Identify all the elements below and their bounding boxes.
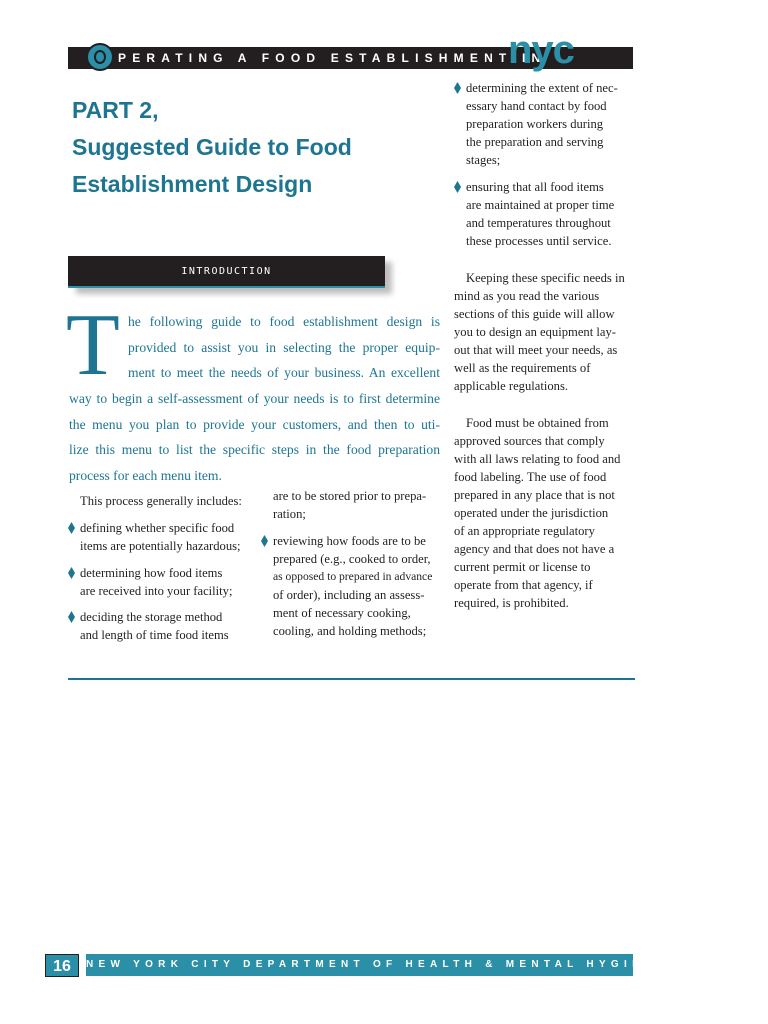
col1-intro: This process generally includes: xyxy=(80,494,242,508)
nyc-logo-text: nyc xyxy=(508,28,574,72)
section-banner: INTRODUCTION xyxy=(68,256,385,288)
title-line-1: PART 2, xyxy=(72,97,159,123)
diamond-bullet-icon xyxy=(68,522,75,534)
list-item: defining whether specific food items are potentially hazardous; xyxy=(80,521,241,553)
col2-continuation: are to be stored prior to prepa- ration; xyxy=(273,489,427,521)
page-title xyxy=(72,92,432,203)
list-item: determining how food items are received into your facility; xyxy=(80,566,233,598)
lead-line: the menu you plan to provide your customers, and then to uti- xyxy=(69,417,440,432)
horizontal-rule xyxy=(68,678,635,680)
list-item: ensuring that all food items are maintained at proper time and temperatures throughout these processes until service. xyxy=(466,180,615,248)
list-item: deciding the storage method and length of time food items xyxy=(80,610,229,642)
diamond-bullet-icon xyxy=(454,82,461,94)
fork-knife-o-logo-icon xyxy=(86,43,114,71)
page-number: 16 xyxy=(45,954,79,977)
diamond-bullet-icon xyxy=(68,611,75,623)
running-title: PERATING A FOOD ESTABLISHMENT IN xyxy=(118,51,547,65)
diamond-bullet-icon xyxy=(261,535,268,547)
lead-line: process for each menu item. xyxy=(69,468,222,483)
title-line-2: Suggested Guide to Food xyxy=(72,134,352,160)
paragraph: Keeping these specific needs in mind as you read the various sections of this guide will allow you to design an equipment lay- out that will meet your needs, as well as the requirements of applicable regulations. xyxy=(454,271,625,393)
list-item: determining the extent of nec- essary hand contact by food preparation workers during the preparation and serving stages; xyxy=(466,81,618,167)
paragraph: Food must be obtained from approved sources that comply with all laws relating to food and food labeling. The use of food prepared in any place that is not operated under the jurisdiction of an appropriate regulatory agency and that does not have a current permit or license to operate from that agency, if required, is prohibited. xyxy=(454,416,621,610)
lead-line: lize this menu to list the specific steps in the food preparation xyxy=(69,442,440,457)
diamond-bullet-icon xyxy=(68,567,75,579)
diamond-bullet-icon xyxy=(454,181,461,193)
footer-department: NEW YORK CITY DEPARTMENT OF HEALTH & MENTAL HYGIENE xyxy=(86,954,633,976)
lead-line: he following guide to food establishment design is xyxy=(128,314,440,329)
lead-line: ment to meet the needs of your business. An excellent xyxy=(128,365,440,380)
lead-line: way to begin a self-assessment of your needs is to first determine xyxy=(69,391,440,406)
list-item: reviewing how foods are to be prepared (e.g., cooked to order, as opposed to prepared in advance of order), including an assess- ment of necessary cooking, cooling, and holding methods; xyxy=(273,534,433,638)
title-line-3: Establishment Design xyxy=(72,171,313,197)
lead-line: provided to assist you in selecting the proper equip- xyxy=(128,340,440,355)
drop-cap: T xyxy=(66,297,120,394)
